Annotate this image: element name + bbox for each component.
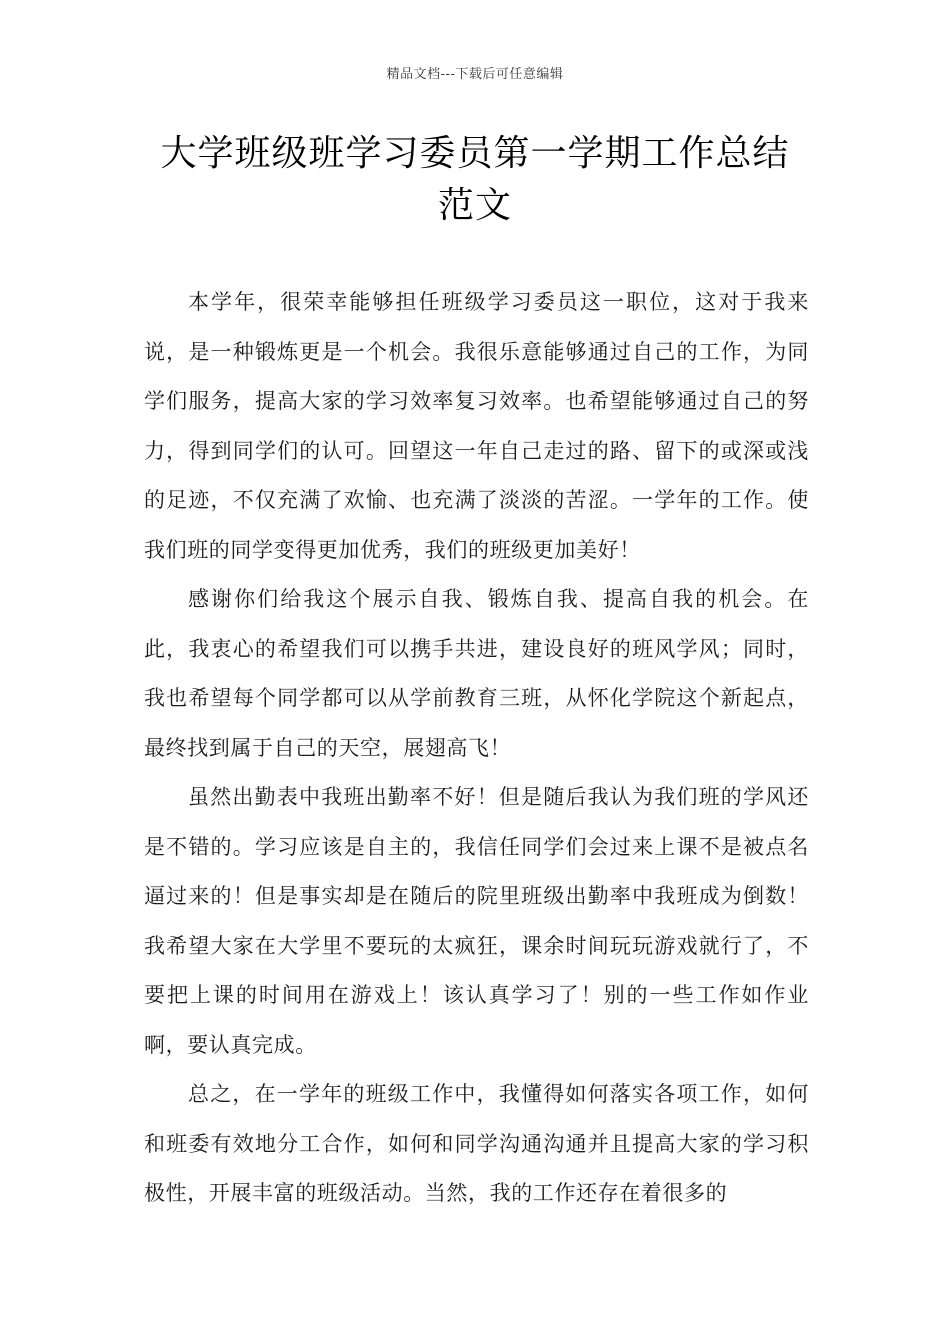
paragraph-1: 本学年，很荣幸能够担任班级学习委员这一职位，这对于我来说，是一种锻炼更是一个机会。我很乐意能够通过自己的工作，为同学们服务，提高大家的学习效率复习效率。也希望能够通过自己的努力，得到同学们的认可。回望这一年自己走过的路、留下的或深或浅的足迹，不仅充满了欢愉、也充满了淡淡的苦涩。一学年的工作。使我们班的同学变得更加优秀，我们的班级更加美好！ xyxy=(144,290,809,562)
title-line-1: 大学班级班学习委员第一学期工作总结 xyxy=(160,133,790,174)
document-title xyxy=(120,128,830,232)
document-body xyxy=(144,278,809,1219)
paragraph-4: 总之，在一学年的班级工作中，我懂得如何落实各项工作，如何和班委有效地分工合作，如何和同学沟通沟通并且提高大家的学习积极性，开展丰富的班级活动。当然，我的工作还存在着很多的 xyxy=(144,1082,809,1205)
paragraph-3: 虽然出勤表中我班出勤率不好！但是随后我认为我们班的学风还是不错的。学习应该是自主的，我信任同学们会过来上课不是被点名逼过来的！但是事实却是在随后的院里班级出勤率中我班成为倒数！我希望大家在大学里不要玩的太疯狂，课余时间玩玩游戏就行了，不要把上课的时间用在游戏上！该认真学习了！别的一些工作如作业啊，要认真完成。 xyxy=(144,785,809,1057)
paragraph-2: 感谢你们给我这个展示自我、锻炼自我、提高自我的机会。在此，我衷心的希望我们可以携手共进，建设良好的班风学风；同时，我也希望每个同学都可以从学前教育三班，从怀化学院这个新起点，最终找到属于自己的天空，展翅高飞！ xyxy=(144,587,809,760)
title-line-2: 范文 xyxy=(437,185,512,226)
header-note: 精品文档---下载后可任意编辑 xyxy=(386,67,564,82)
